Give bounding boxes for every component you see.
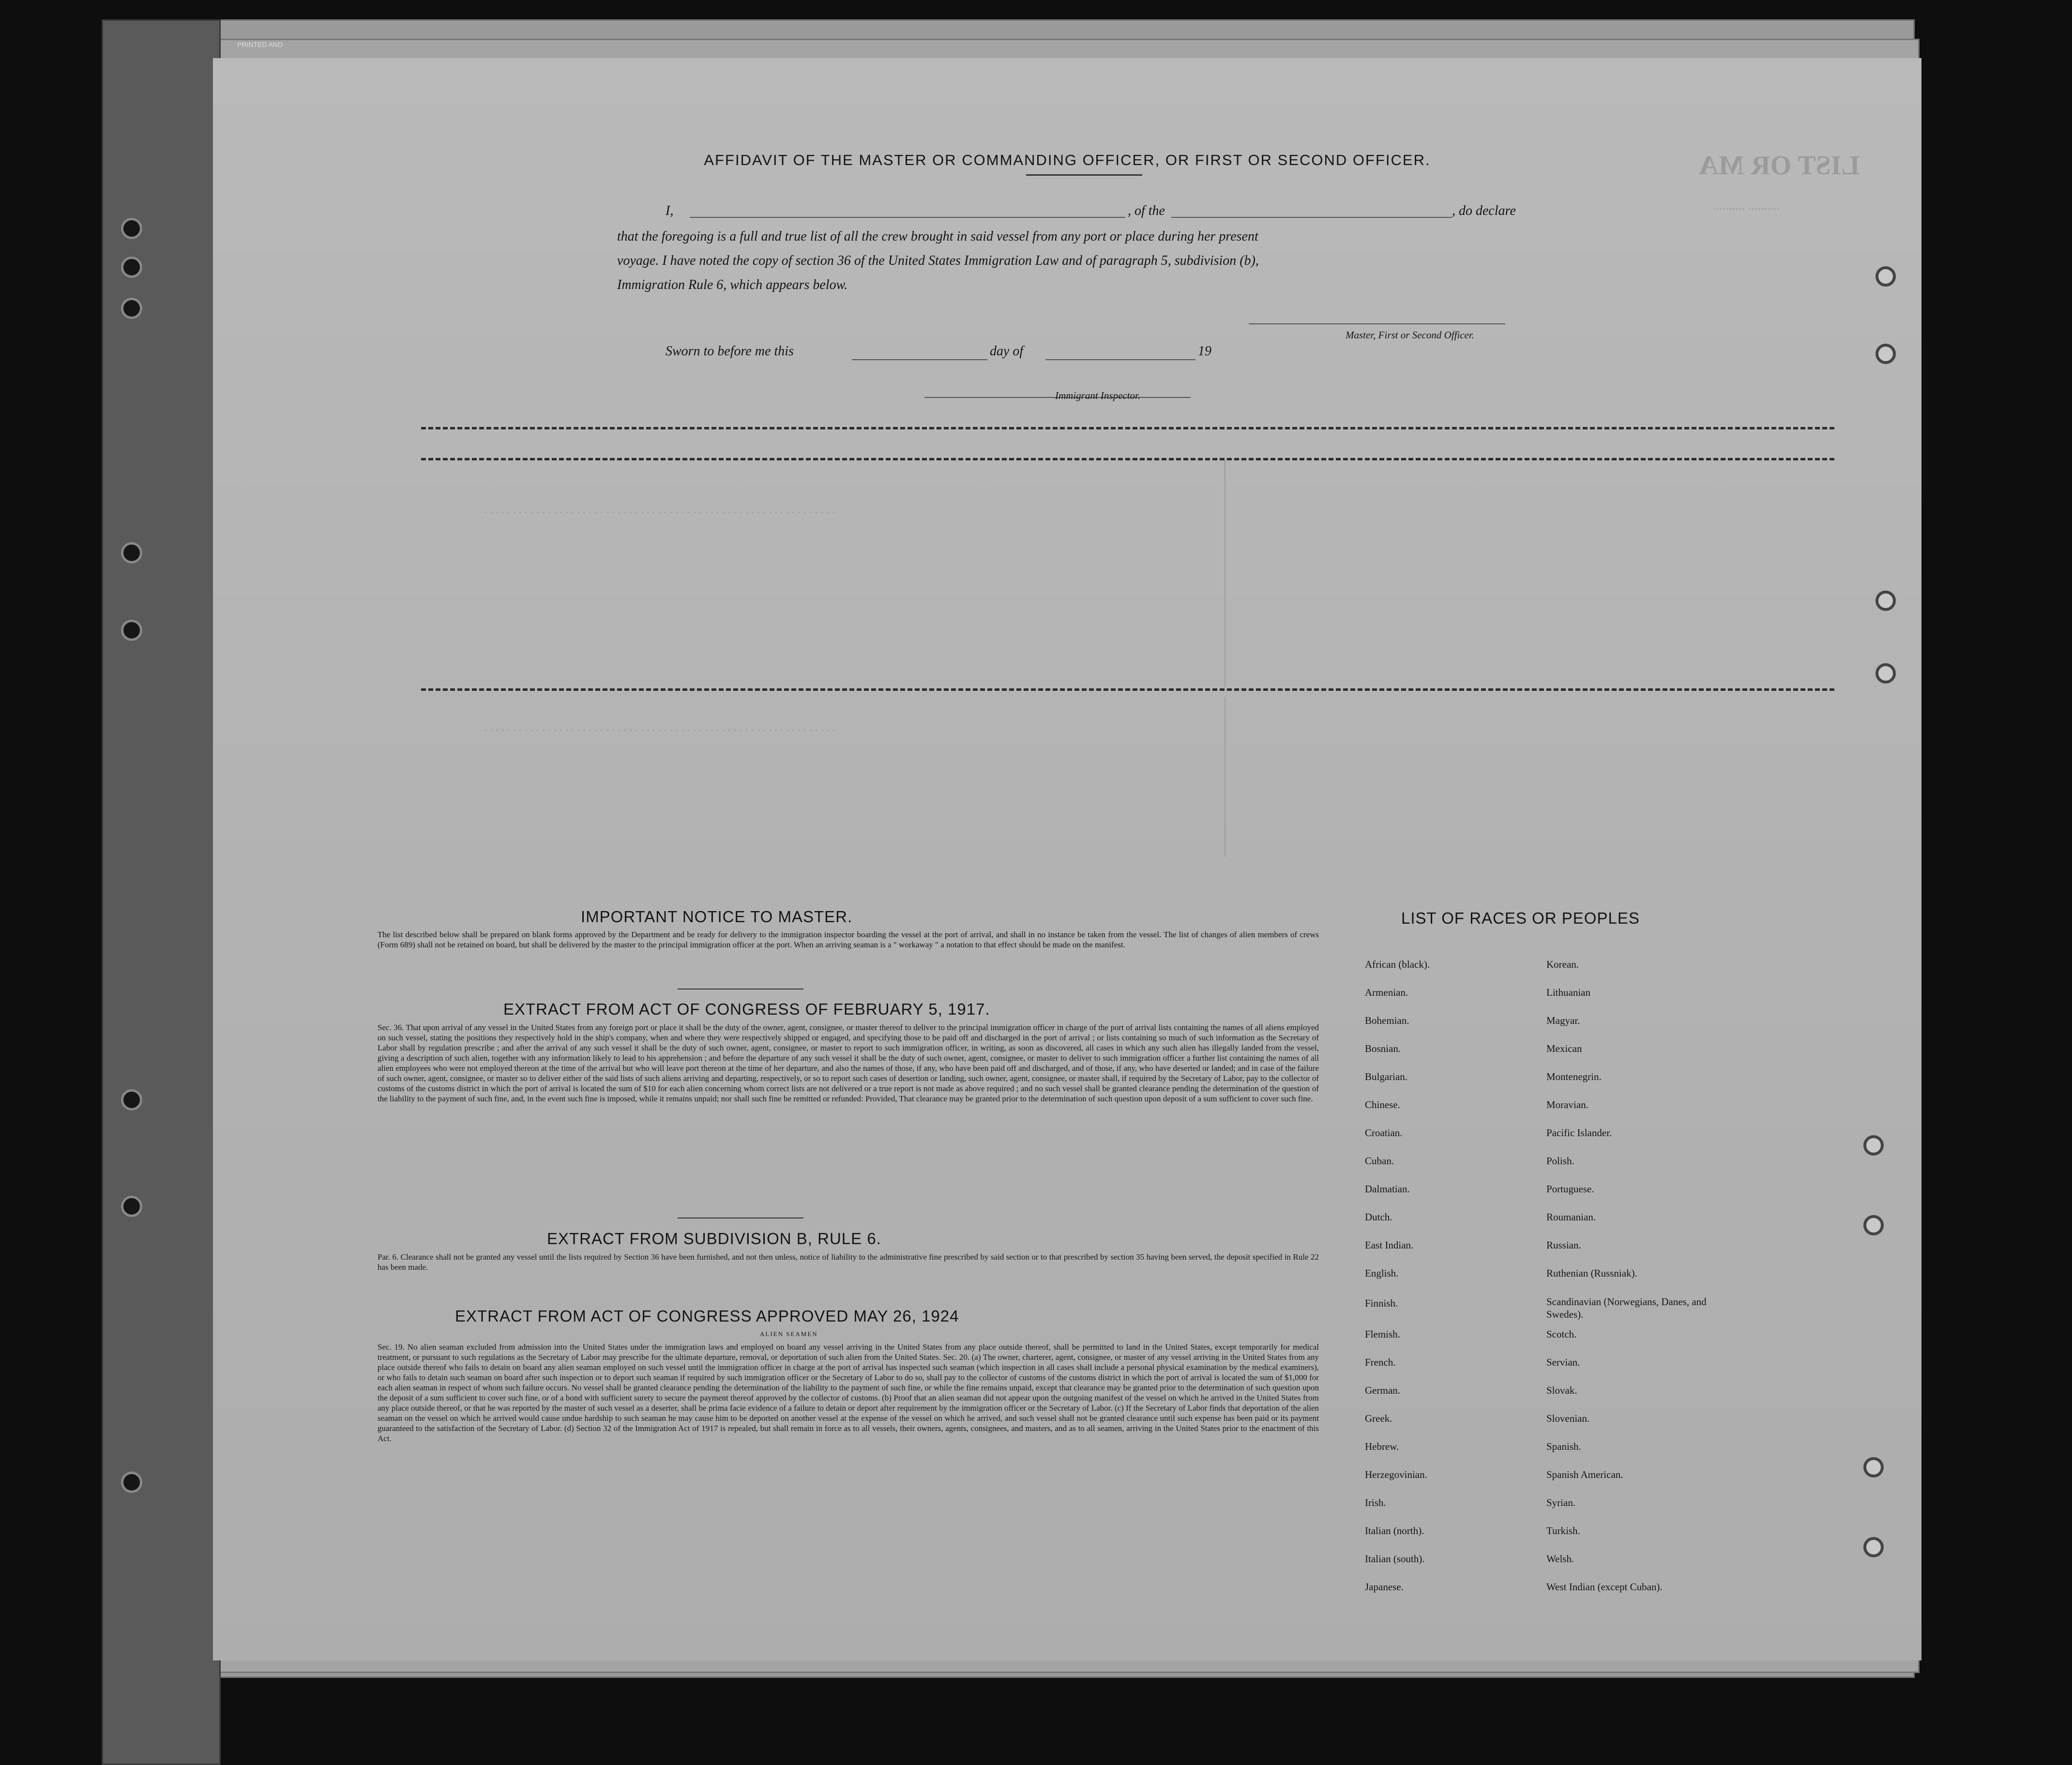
race-item: Hebrew. <box>1365 1441 1399 1452</box>
binder-ring <box>1863 1135 1884 1156</box>
race-item: Syrian. <box>1546 1497 1576 1508</box>
binder-ring <box>1875 663 1896 684</box>
binder-hole <box>121 542 142 563</box>
affidavit-i: I, <box>665 203 674 218</box>
race-item: Servian. <box>1546 1356 1580 1368</box>
race-item: Slovenian. <box>1546 1413 1590 1424</box>
title-underline <box>1026 174 1142 176</box>
race-item: Italian (south). <box>1365 1553 1425 1565</box>
master-signature-label: Master, First or Second Officer. <box>1346 329 1474 341</box>
back-sheet <box>102 19 221 1765</box>
race-item: Montenegrin. <box>1546 1071 1602 1082</box>
race-item: Cuban. <box>1365 1155 1394 1167</box>
extract-rule6-title: EXTRACT FROM SUBDIVISION B, RULE 6. <box>547 1230 881 1248</box>
affidavit-line-2: that the foregoing is a full and true list of all the crew brought in said vessel from any port or place during her present <box>617 229 1258 244</box>
race-item: French. <box>1365 1356 1396 1368</box>
race-item: Pacific Islander. <box>1546 1127 1612 1139</box>
race-item: Armenian. <box>1365 987 1408 998</box>
race-item: Polish. <box>1546 1155 1574 1167</box>
race-item: West Indian (except Cuban). <box>1546 1581 1663 1593</box>
race-item: East Indian. <box>1365 1239 1414 1251</box>
affidavit-line-3: voyage. I have noted the copy of section 36 of the United States Immigration Law and of paragraph 5, subdivision (b), <box>617 253 1259 268</box>
race-item: Moravian. <box>1546 1099 1588 1111</box>
sworn-text: Sworn to before me this <box>665 344 794 359</box>
race-item: Irish. <box>1365 1497 1386 1508</box>
bleed-through-text: .......... .......... <box>1713 198 1780 213</box>
binder-hole <box>121 298 142 319</box>
extract-1924-body: Sec. 19. No alien seaman excluded from admission into the United States under the immigration laws and employed on board any vessel arriving in the United States from any place outside thereof, shall be permitted to land in the United States, except temporarily for medical treatment, or pursuant to such regulations as the Secretary of Labor may prescribe for the ultimate departure, removal, or deportation of such alien from the United States. Sec. 20. (a) The owner, charterer, agent, consignee, or master of any vessel arriving in the United States from any place outside thereof who fails to detain on board any alien seaman employed on such vessel until the immigration officer in charge at the port of arrival has inspected such seaman (which inspection in all cases shall include a personal physical examination by the medical examiners), or who fails to detain such seaman on board after such inspection or to deport such seaman if required by such immigration officer or the Secretary of Labor to do so, shall pay to the collector of customs of the customs district in which the port of arrival is located the sum of $1,000 for each alien seaman in respect of whom such failure occurs. No vessel shall be granted clearance pending the determination of the liability to the payment of such fine, or while the fine remains unpaid, except that clearance may be granted prior to the determination of such question upon the deposit of a sum sufficient to cover such fine, or of a bond with sufficient surety to secure the payment thereof approved by the collector of customs. (b) Proof that an alien seaman did not appear upon the outgoing manifest of the vessel on which he arrived in the United States from any place outside thereof, or that he was reported by the master of such vessel as a deserter, shall be prima facie evidence of a failure to detain or deport after requirement by the immigration officer or the Secretary of Labor. (c) If the Secretary of Labor finds that deportation of the alien seaman on the vessel on which he arrived would cause undue hardship to such seaman he may cause him to be deported on another vessel at the expense of the vessel on which he arrived, and such vessel shall not be granted clearance until such expense has been paid or its payment guaranteed to the satisfaction of the Secretary of Labor. (d) Section 32 of the Immigration Act of 1917 is repealed, but shall remain in force as to all vessels, their owners, agents, consignees, and masters, and as to all seamen, arriving in the United States prior to the enactment of this Act. <box>378 1342 1319 1443</box>
race-item: Flemish. <box>1365 1328 1400 1340</box>
race-item: Bosnian. <box>1365 1043 1401 1054</box>
bleed-through-text: . . . . . . . . . . . . . . . . . . . . . . . . . . . . . . . . . . . . . . . . . . . . . . . . . . . . . . . . . . . . . <box>484 721 835 734</box>
race-item: Croatian. <box>1365 1127 1403 1139</box>
bleed-through-text: LIST OR MA <box>1699 151 1860 181</box>
race-item: Herzegovinian. <box>1365 1469 1427 1480</box>
manifest-page <box>213 58 1921 1660</box>
race-item: Korean. <box>1546 959 1579 970</box>
name-blank-line <box>690 217 1125 218</box>
race-item: Ruthenian (Russniak). <box>1546 1267 1637 1279</box>
affidavit-of-the: , of the <box>1128 203 1165 218</box>
extract-1917-title: EXTRACT FROM ACT OF CONGRESS OF FEBRUARY 5, 1917. <box>503 1000 990 1018</box>
dashed-separator <box>421 427 1834 429</box>
race-item: Turkish. <box>1546 1525 1580 1537</box>
race-item: Bulgarian. <box>1365 1071 1408 1082</box>
master-signature-line <box>1249 323 1505 324</box>
race-item: Japanese. <box>1365 1581 1404 1593</box>
extract-1924-subtitle: ALIEN SEAMEN <box>760 1330 818 1338</box>
binder-hole <box>121 620 142 641</box>
race-item: Roumanian. <box>1546 1211 1596 1223</box>
extract-1924-title: EXTRACT FROM ACT OF CONGRESS APPROVED MAY 26, 1924 <box>455 1307 959 1325</box>
binder-hole <box>121 1196 142 1217</box>
race-item: Scotch. <box>1546 1328 1577 1340</box>
notice-title: IMPORTANT NOTICE TO MASTER. <box>581 908 853 926</box>
year-text: 19 <box>1198 344 1211 359</box>
race-item: Greek. <box>1365 1413 1392 1424</box>
section-divider <box>678 1217 803 1218</box>
affidavit-line-4: Immigration Rule 6, which appears below. <box>617 277 848 292</box>
race-item: African (black). <box>1365 959 1430 970</box>
dashed-separator <box>421 688 1834 691</box>
race-item: German. <box>1365 1385 1400 1396</box>
binder-ring <box>1863 1457 1884 1477</box>
binder-ring <box>1875 591 1896 611</box>
race-item: Dalmatian. <box>1365 1183 1410 1195</box>
race-item: Russian. <box>1546 1239 1581 1251</box>
extract-rule6-body: Par. 6. Clearance shall not be granted any vessel until the lists required by Section 36 have been furnished, and not then unless, notice of liability to the administrative fine prescribed by said section or to that prescribed by section 35 having been served, the deposit specified in Rule 22 has been made. <box>378 1252 1319 1272</box>
notice-body: The list described below shall be prepared on blank forms approved by the Department and be ready for delivery to the immigration inspector boarding the vessel at the port of arrival, and shall in no instance be taken from the vessel. The list of changes of alien members of crews (Form 689) shall not be retained on board, but shall be delivered by the master to the principal immigration officer at the port. When an arriving seaman is a " workaway " a notation to that effect should be made on the manifest. <box>378 930 1319 949</box>
binder-hole <box>121 218 142 239</box>
day-blank-line <box>852 359 987 360</box>
month-blank-line <box>1045 359 1195 360</box>
race-item: Scandinavian (Norwegians, Danes, and Swedes). <box>1546 1296 1707 1320</box>
race-item: Spanish. <box>1546 1441 1581 1452</box>
printer-line: PRINTED AND <box>237 41 283 48</box>
races-title: LIST OF RACES OR PEOPLES <box>1401 909 1640 927</box>
race-item: Lithuanian <box>1546 987 1590 998</box>
binder-ring <box>1875 266 1896 287</box>
race-item: Welsh. <box>1546 1553 1574 1565</box>
vessel-blank-line <box>1171 217 1452 218</box>
race-item: Magyar. <box>1546 1015 1580 1026</box>
inspector-label: Immigrant Inspector. <box>1055 390 1141 401</box>
binder-ring <box>1875 344 1896 364</box>
race-item: Chinese. <box>1365 1099 1400 1111</box>
binder-ring <box>1863 1215 1884 1235</box>
binder-hole <box>121 257 142 278</box>
race-item: Mexican <box>1546 1043 1582 1054</box>
binder-ring <box>1863 1537 1884 1557</box>
race-item: Dutch. <box>1365 1211 1392 1223</box>
race-item: Bohemian. <box>1365 1015 1409 1026</box>
extract-1917-body: Sec. 36. That upon arrival of any vessel in the United States from any foreign port or place it shall be the duty of the owner, agent, consignee, or master thereof to deliver to the principal immigration officer in charge of the port of arrival lists containing the names of all aliens employed on such vessel, stating the positions they respectively hold in the ship's company, when and where they were respectively shipped or engaged, and specifying those to be paid off and discharged in the port of arrival ; or lists containing so much of such information as the Secretary of Labor shall by regulation prescribe ; and after the arrival of any such vessel it shall be the duty of such owner, agent, consignee, or master to report to such immigration officer, in writing, as soon as discovered, all cases in which any such alien has illegally landed from the vessel, giving a description of such alien, together with any information likely to lead to his apprehension ; and before the departure of any such vessel it shall be the duty of such owner, agent, consignee, or master to deliver to such immigration officer a further list containing the names of all alien employees who were not employed thereon at the time of the arrival but who will leave port thereon at the time of her departure, and also the names of those, if any, who have been paid off and discharged, and of those, if any, who have deserted or landed; and in case of the failure of such owner, agent, consignee, or master so to deliver either of the said lists of such aliens arriving and departing, respectively, or so to report such cases of desertion or landing, such owner, agent, consignee, or master shall, if required by the Secretary of Labor, pay to the collector of customs of the customs district in which the port of arrival is located the sum of $10 for each alien concerning whom correct lists are not delivered or a true report is not made as above required ; and no such vessel shall be granted clearance pending the determination of the question of the liability to the payment of such fine, and, in the event such fine is imposed, while it remains unpaid; nor shall such fine be remitted or refunded: Provided, That clearance may be granted prior to the determination of such question upon deposit of a sum sufficient to cover such fine. <box>378 1023 1319 1103</box>
race-item: English. <box>1365 1267 1399 1279</box>
binder-hole <box>121 1472 142 1493</box>
race-item: Finnish. <box>1365 1297 1398 1309</box>
day-of-text: day of <box>990 344 1024 359</box>
bleed-through-text: . . . . . . . . . . . . . . . . . . . . . . . . . . . . . . . . . . . . . . . . . . . . . . . . . . . . . . . . . . . . . <box>484 503 835 516</box>
race-item: Spanish American. <box>1546 1469 1623 1480</box>
race-item: Slovak. <box>1546 1385 1577 1396</box>
dashed-separator <box>421 458 1834 460</box>
race-item: Italian (north). <box>1365 1525 1424 1537</box>
affidavit-do-declare: , do declare <box>1452 203 1516 218</box>
affidavit-title: AFFIDAVIT OF THE MASTER OR COMMANDING OFFICER, OR FIRST OR SECOND OFFICER. <box>704 152 1431 168</box>
binder-hole <box>121 1089 142 1111</box>
race-item: Portuguese. <box>1546 1183 1594 1195</box>
